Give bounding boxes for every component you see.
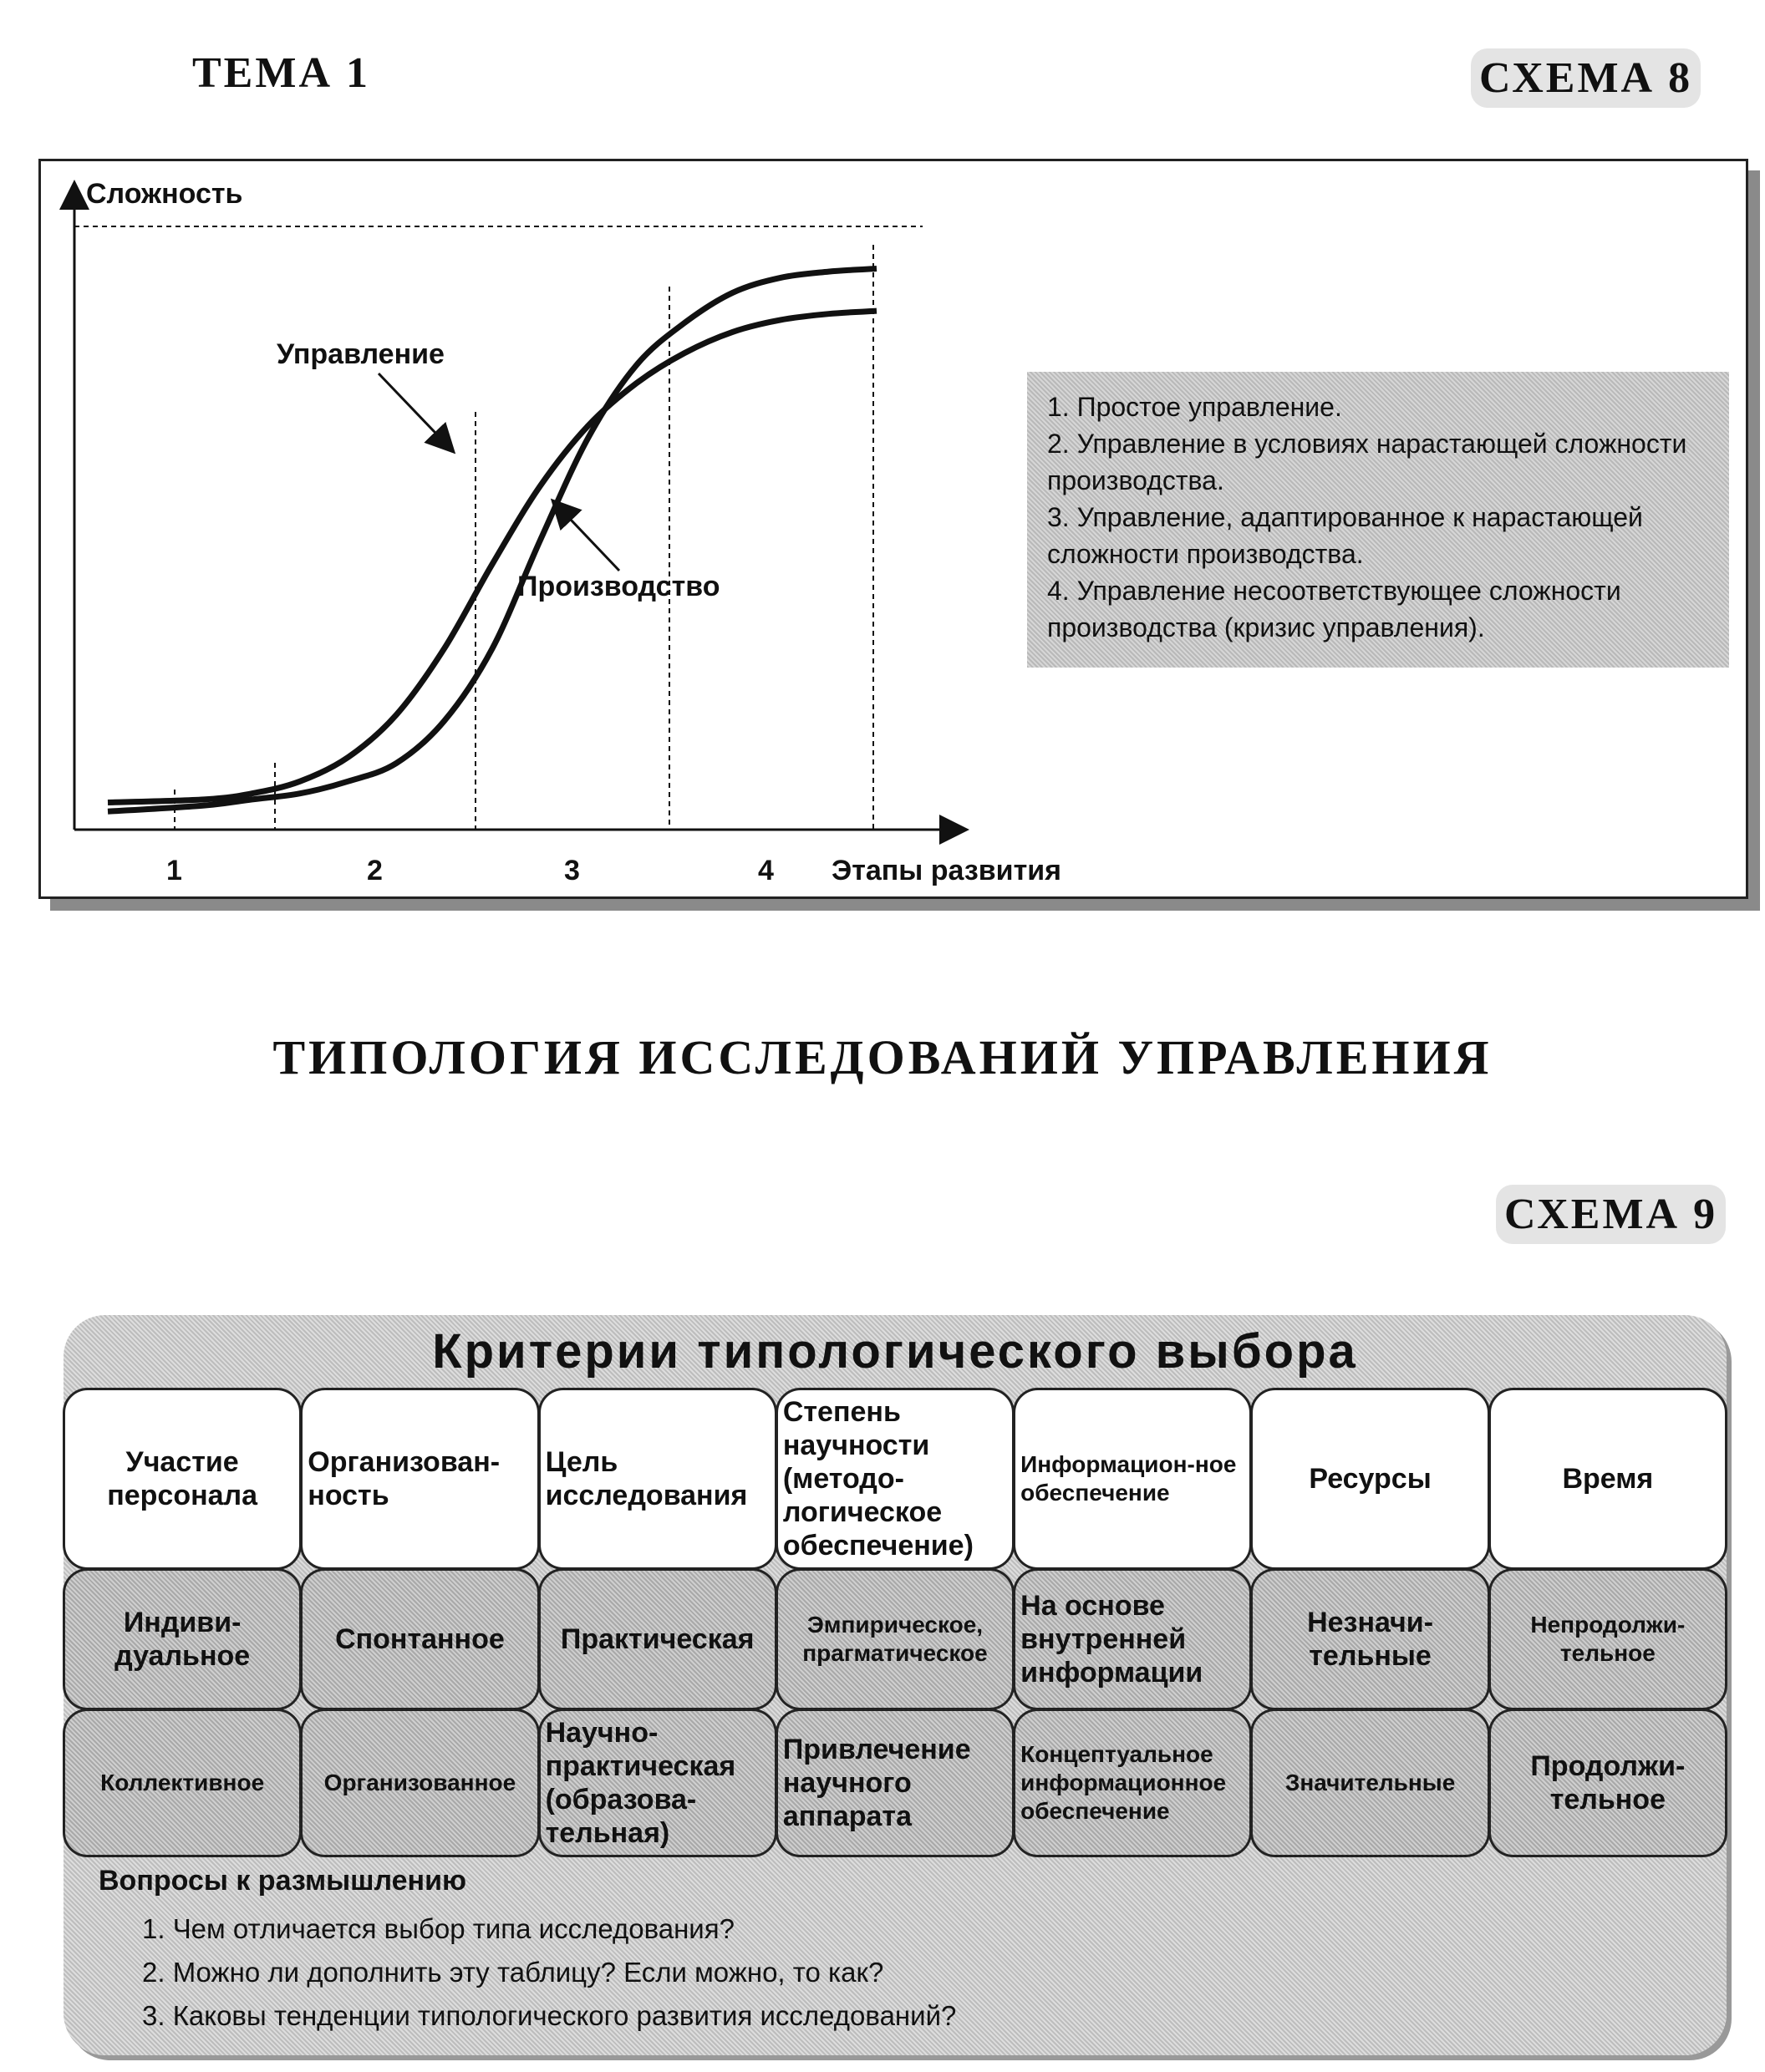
table-cell: Значительные	[1250, 1709, 1489, 1857]
header-cell: Информацион-ное обеспечение	[1013, 1388, 1252, 1570]
header-cell: Время	[1488, 1388, 1727, 1570]
table-cell: Продолжи-тельное	[1488, 1709, 1727, 1857]
upravlenie-pointer-arrow	[379, 373, 452, 450]
criteria-table	[64, 1389, 1727, 1856]
table-cell: Практическая	[538, 1568, 777, 1710]
proizvodstvo-pointer-arrow	[554, 502, 619, 571]
table-cell: Организованное	[300, 1709, 539, 1857]
legend-item-3: 3. Управление, адаптированное к нарастающей сложности производства.	[1047, 502, 1643, 569]
header-cell: Цель исследования	[538, 1388, 777, 1570]
table-cell: Привлечение научного аппарата	[776, 1709, 1015, 1857]
table-cell: Эмпирическое, прагматическое	[776, 1568, 1015, 1710]
typology-title: ТИПОЛОГИЯ ИССЛЕДОВАНИЙ УПРАВЛЕНИЯ	[272, 1030, 1493, 1084]
x-tick-label-2: 2	[367, 855, 383, 886]
header-cell: Участие персонала	[63, 1388, 302, 1570]
question-item: 2. Можно ли дополнить эту таблицу? Если можно, то как?	[142, 1957, 884, 1988]
series-label-proizvodstvo: Производство	[517, 571, 720, 602]
question-item: 1. Чем отличается выбор типа исследования?	[142, 1913, 735, 1944]
x-tick-label-3: 3	[564, 855, 580, 886]
header-cell: Ресурсы	[1250, 1388, 1489, 1570]
table-cell: Непродолжи-тельное	[1488, 1568, 1727, 1710]
schema-8-frame	[38, 159, 1748, 899]
x-tick-label-4: 4	[758, 855, 774, 886]
x-axis-label: Этапы развития	[832, 855, 1061, 886]
series-line-upravlenie	[108, 311, 877, 802]
legend-item-4: 4. Управление несоответствующее сложности производства (кризис управления).	[1047, 576, 1621, 642]
question-item: 3. Каковы тенденции типологического развития исследований?	[142, 2000, 957, 2031]
schema-8-label: СХЕМА 8	[1471, 48, 1701, 108]
tema-label: ТЕМА 1	[192, 49, 370, 97]
table-cell: Индиви-дуальное	[63, 1568, 302, 1710]
table-cell: На основе внутренней информации	[1013, 1568, 1252, 1710]
table-cell: Незначи-тельные	[1250, 1568, 1489, 1710]
legend-item-2: 2. Управление в условиях нарастающей сложности производства.	[1047, 429, 1687, 495]
header-cell: Степень научности (методо-логическое обеспечение)	[776, 1388, 1015, 1570]
schema-9-label: СХЕМА 9	[1496, 1185, 1726, 1244]
table-cell: Концептуальное информационное обеспечение	[1013, 1709, 1252, 1857]
header-cell: Организован-ность	[300, 1388, 539, 1570]
x-tick-label-1: 1	[166, 855, 182, 886]
table-cell: Спонтанное	[300, 1568, 539, 1710]
table-cell: Коллективное	[63, 1709, 302, 1857]
stages-legend	[1027, 372, 1729, 668]
series-line-proizvodstvo	[108, 269, 877, 812]
y-axis-label: Сложность	[86, 178, 243, 210]
questions-title: Вопросы к размышлению	[99, 1865, 467, 1897]
criteria-title: Критерии типологического выбора	[432, 1324, 1358, 1379]
legend-item-1: 1. Простое управление.	[1047, 392, 1342, 422]
series-label-upravlenie: Управление	[277, 338, 445, 370]
table-cell: Научно-практическая (образова-тельная)	[538, 1709, 777, 1857]
